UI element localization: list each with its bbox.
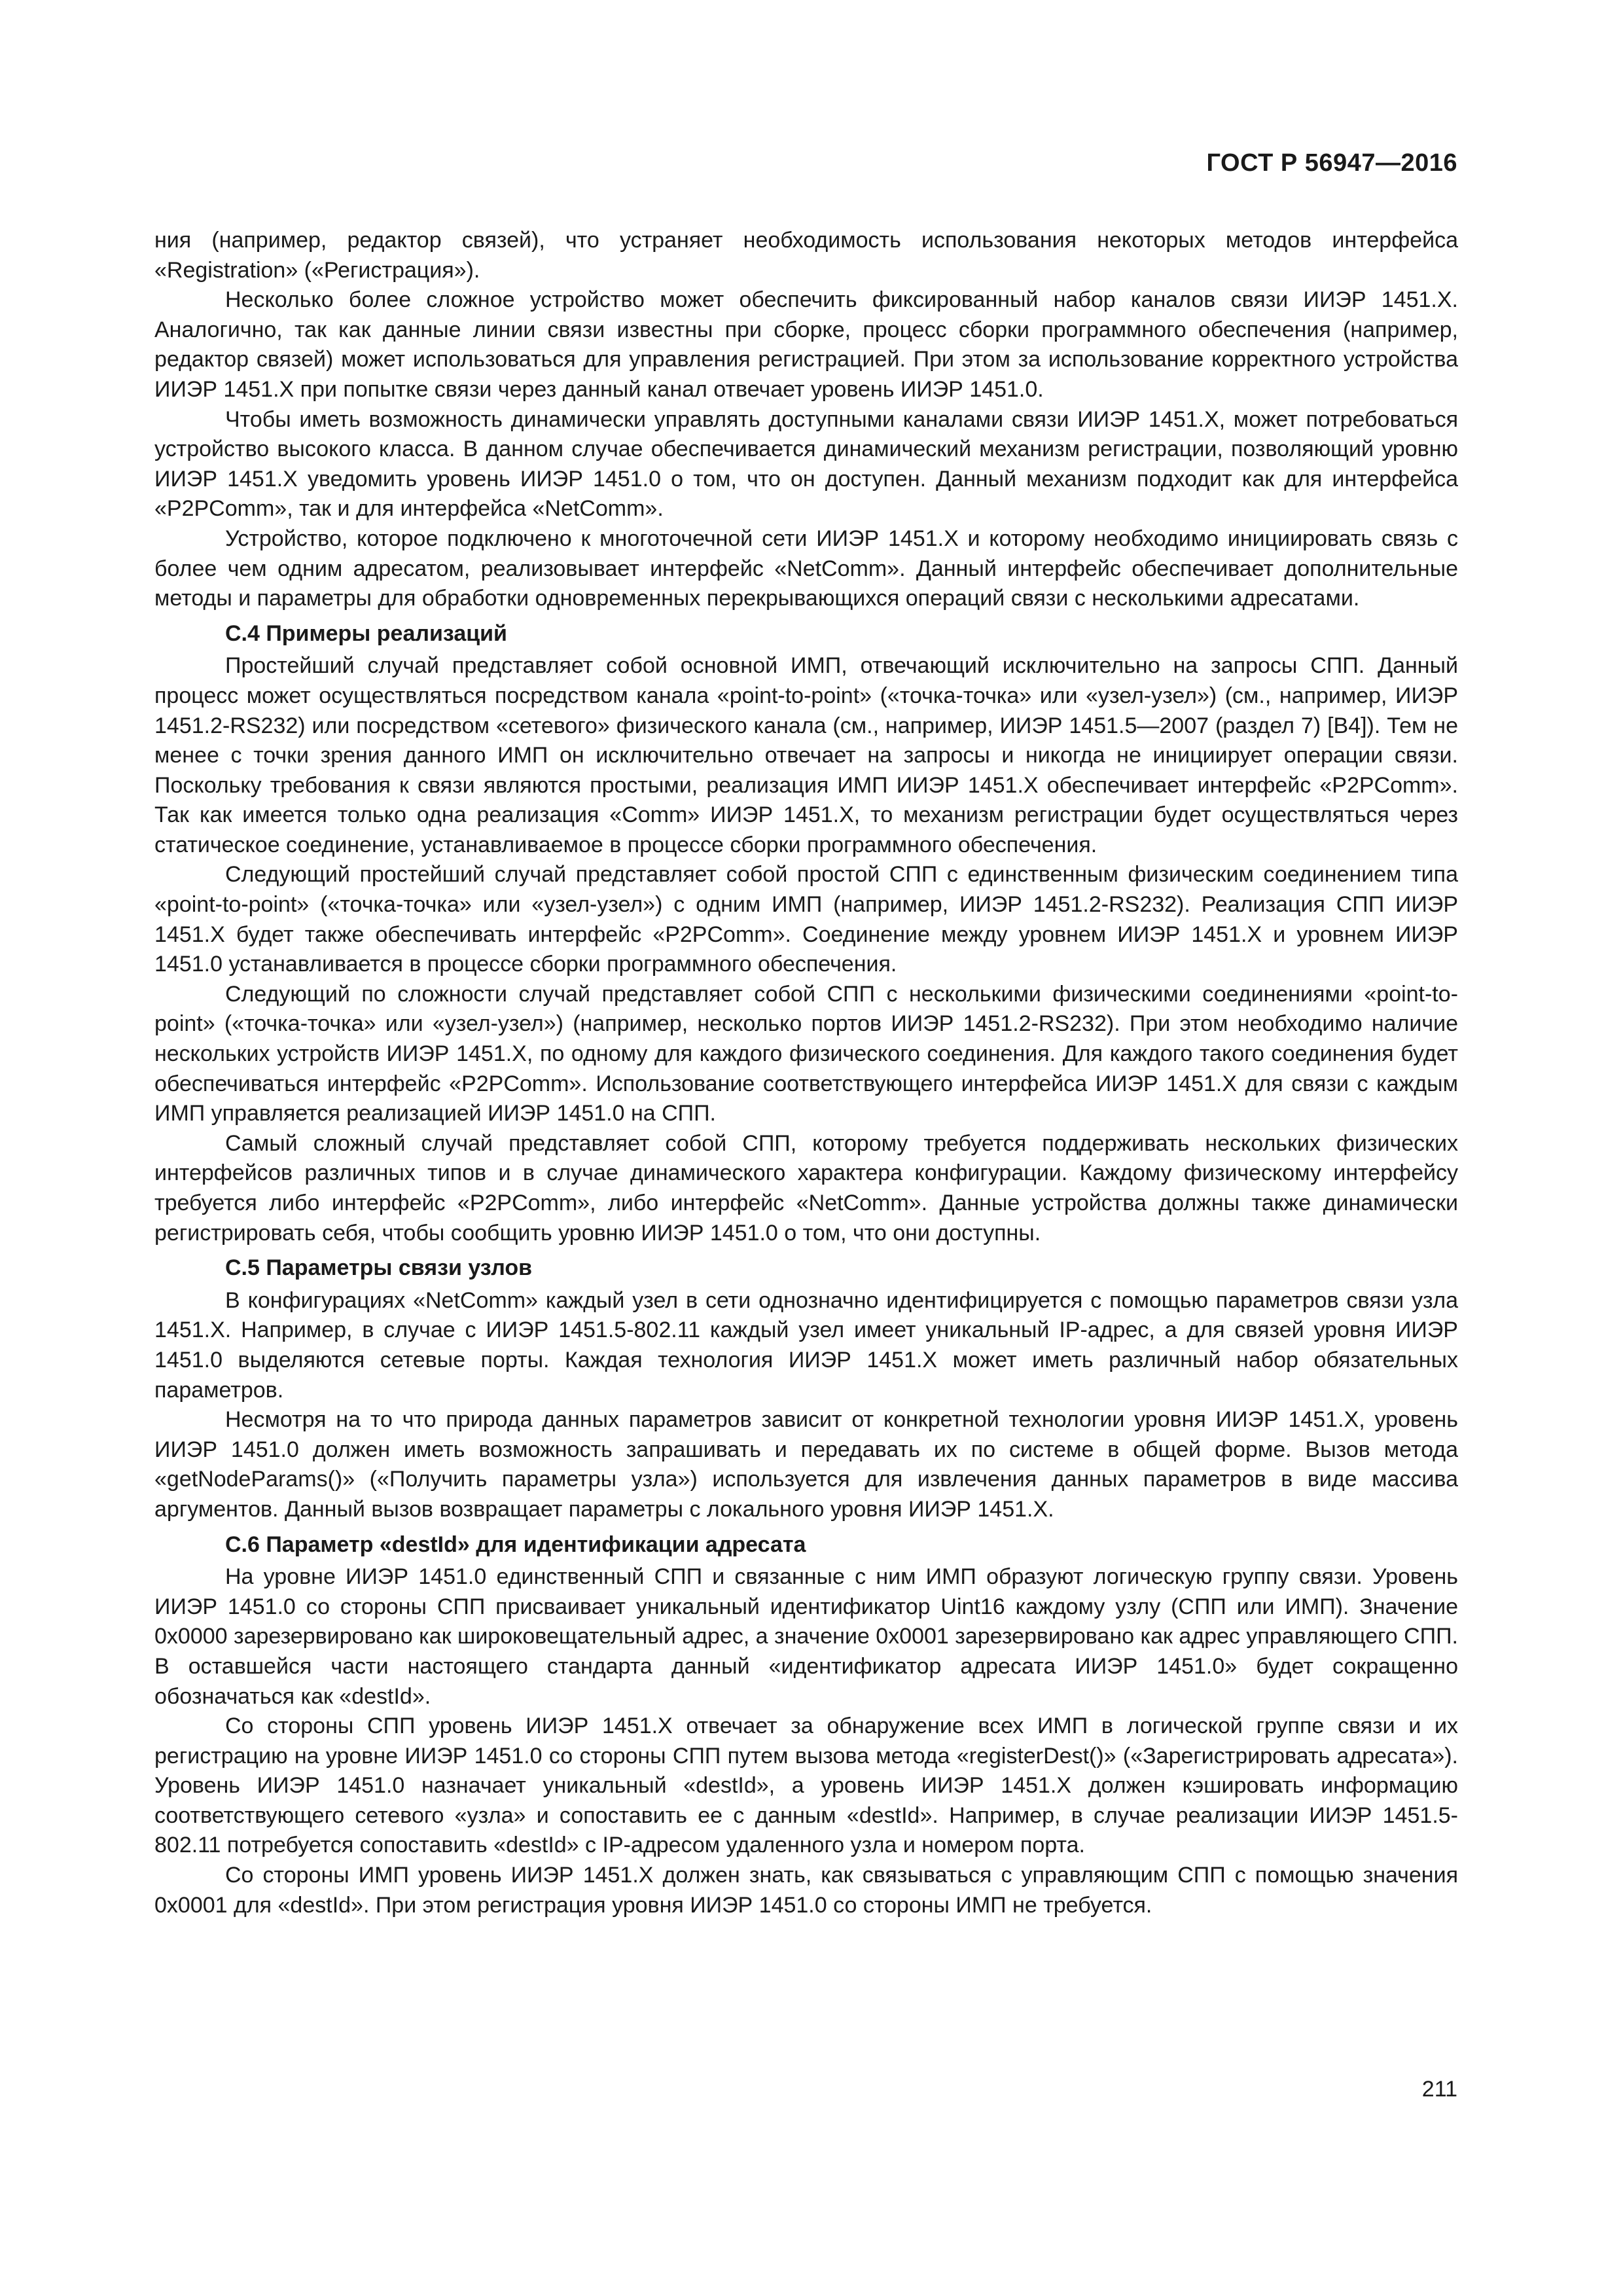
paragraph: Несмотря на то что природа данных параметров зависит от конкретной технологии уровня ИИЭР 1451.X, уровень ИИЭР 1451.0 должен иметь возможность запрашивать и передавать их по системе в общей форме. Вызов метода «getNodeParams()» («Получить параметры узла») используется для извлечения данных параметров в виде массива аргументов. Данный вызов возвращает параметры с локального уровня ИИЭР 1451.X. (154, 1407, 1458, 1522)
paragraph: Самый сложный случай представляет собой СПП, которому требуется поддерживать нескольких физических интерфейсов различных типов и в случае динамического характера конфигурации. Каждому физическому интерфейсу требуется либо интерфейс «P2PComm», либо интерфейс «NetComm». Данные устройства должны также динамически регистрировать себя, чтобы сообщить уровню ИИЭР 1451.0 о том, что они доступны. (154, 1130, 1458, 1246)
section-heading-c4: С.4 Примеры реализаций (225, 620, 507, 646)
section-heading-c5: С.5 Параметры связи узлов (225, 1255, 533, 1281)
paragraph: Простейший случай представляет собой основной ИМП, отвечающий исключительно на запросы СПП. Данный процесс может осуществляться посредством канала «point-to-point» («точка-точка» или «узел-узел») (см., например, ИИЭР 1451.2-RS232) или посредством «сетевого» физического канала (см., например, ИИЭР 1451.5—2007 (раздел 7) [В4]). Тем не менее с точки зрения данного ИМП он исключительно отвечает на запросы и никогда не инициирует операции связи. Поскольку требования к связи являются простыми, реализация ИМП ИИЭР 1451.X обеспечивает интерфейс «P2PComm». Так как имеется только одна реализация «Comm» ИИЭР 1451.X, то механизм регистрации будет осуществляться через статическое соединение, устанавливаемое в процессе сборки программного обеспечения. (154, 653, 1458, 857)
paragraph: На уровне ИИЭР 1451.0 единственный СПП и связанные с ним ИМП образуют логическую группу связи. Уровень ИИЭР 1451.0 со стороны СПП присваивает уникальный идентификатор Uint16 каждому узлу (СПП или ИМП). Значение 0x0000 зарезервировано как широковещательный адрес, а значение 0x0001 зарезервировано как адрес управляющего СПП. В оставшейся части настоящего стандарта данный «идентификатор адресата ИИЭР 1451.0» будет сокращенно обозначаться как «destId». (154, 1564, 1458, 1709)
page-number: 211 (1421, 2077, 1457, 2102)
paragraph: Несколько более сложное устройство может обеспечить фиксированный набор каналов связи ИИЭР 1451.X. Аналогично, так как данные линии связи известны при сборке, процесс сборки программного обеспечения (например, редактор связей) может использоваться для управления регистрацией. При этом за использование корректного устройства ИИЭР 1451.X при попытке связи через данный канал отвечает уровень ИИЭР 1451.0. (154, 287, 1458, 402)
paragraph: Следующий по сложности случай представляет собой СПП с несколькими физическими соединениями «point-to-point» («точка-точка» или «узел-узел») (например, несколько портов ИИЭР 1451.2-RS232). При этом необходимо наличие нескольких устройств ИИЭР 1451.X, по одному для каждого физического соединения. Для каждого такого соединения будет обеспечиваться интерфейс «P2PComm». Использование соответствующего интерфейса ИИЭР 1451.X для связи с каждым ИМП управляется реализацией ИИЭР 1451.0 на СПП. (154, 981, 1458, 1126)
document-body (154, 226, 1458, 1920)
paragraph: В конфигурациях «NetComm» каждый узел в сети однозначно идентифицируется с помощью параметров связи узла 1451.X. Например, в случае с ИИЭР 1451.5-802.11 каждый узел имеет уникальный IP-адрес, а для связей уровня ИИЭР 1451.0 выделяются сетевые порты. Каждая технология ИИЭР 1451.X может иметь различный набор обязательных параметров. (154, 1287, 1458, 1403)
paragraph: Устройство, которое подключено к многоточечной сети ИИЭР 1451.X и которому необходимо инициировать связь с более чем одним адресатом, реализовывает интерфейс «NetComm». Данный интерфейс обеспечивает дополнительные методы и параметры для обработки одновременных перекрывающихся операций связи с несколькими адресатами. (154, 526, 1458, 611)
paragraph: Со стороны ИМП уровень ИИЭР 1451.X должен знать, как связываться с управляющим СПП с помощью значения 0x0001 для «destId». При этом регистрация уровня ИИЭР 1451.0 со стороны ИМП не требуется. (154, 1863, 1458, 1918)
paragraph: ния (например, редактор связей), что устраняет необходимость использования некоторых методов интерфейса «Registration» («Регистрация»). (154, 228, 1458, 283)
paragraph: Со стороны СПП уровень ИИЭР 1451.X отвечает за обнаружение всех ИМП в логической группе связи и их регистрацию на уровне ИИЭР 1451.0 со стороны СПП путем вызова метода «registerDest()» («Зарегистрировать адресата»). Уровень ИИЭР 1451.0 назначает уникальный «destId», а уровень ИИЭР 1451.X должен кэшировать информацию соответствующего сетевого «узла» и сопоставить ее с данным «destId». Например, в случае реализации ИИЭР 1451.5-802.11 потребуется сопоставить «destId» с IP-адресом удаленного узла и номером порта. (154, 1713, 1458, 1858)
paragraph: Чтобы иметь возможность динамически управлять доступными каналами связи ИИЭР 1451.X, может потребоваться устройство высокого класса. В данном случае обеспечивается динамический механизм регистрации, позволяющий уровню ИИЭР 1451.X уведомить уровень ИИЭР 1451.0 о том, что он доступен. Данный механизм подходит как для интерфейса «P2PComm», так и для интерфейса «NetComm». (154, 406, 1458, 522)
standard-header: ГОСТ Р 56947—2016 (1206, 149, 1457, 177)
section-heading-c6: С.6 Параметр «destId» для идентификации адресата (225, 1532, 806, 1557)
paragraph: Следующий простейший случай представляет собой простой СПП с единственным физическим соединением типа «point-to-point» («точка-точка» или «узел-узел») с одним ИМП (например, ИИЭР 1451.2-RS232). Реализация СПП ИИЭР 1451.X будет также обеспечивать интерфейс «P2PComm». Соединение между уровнем ИИЭР 1451.X и уровнем ИИЭР 1451.0 устанавливается в процессе сборки программного обеспечения. (154, 862, 1458, 977)
